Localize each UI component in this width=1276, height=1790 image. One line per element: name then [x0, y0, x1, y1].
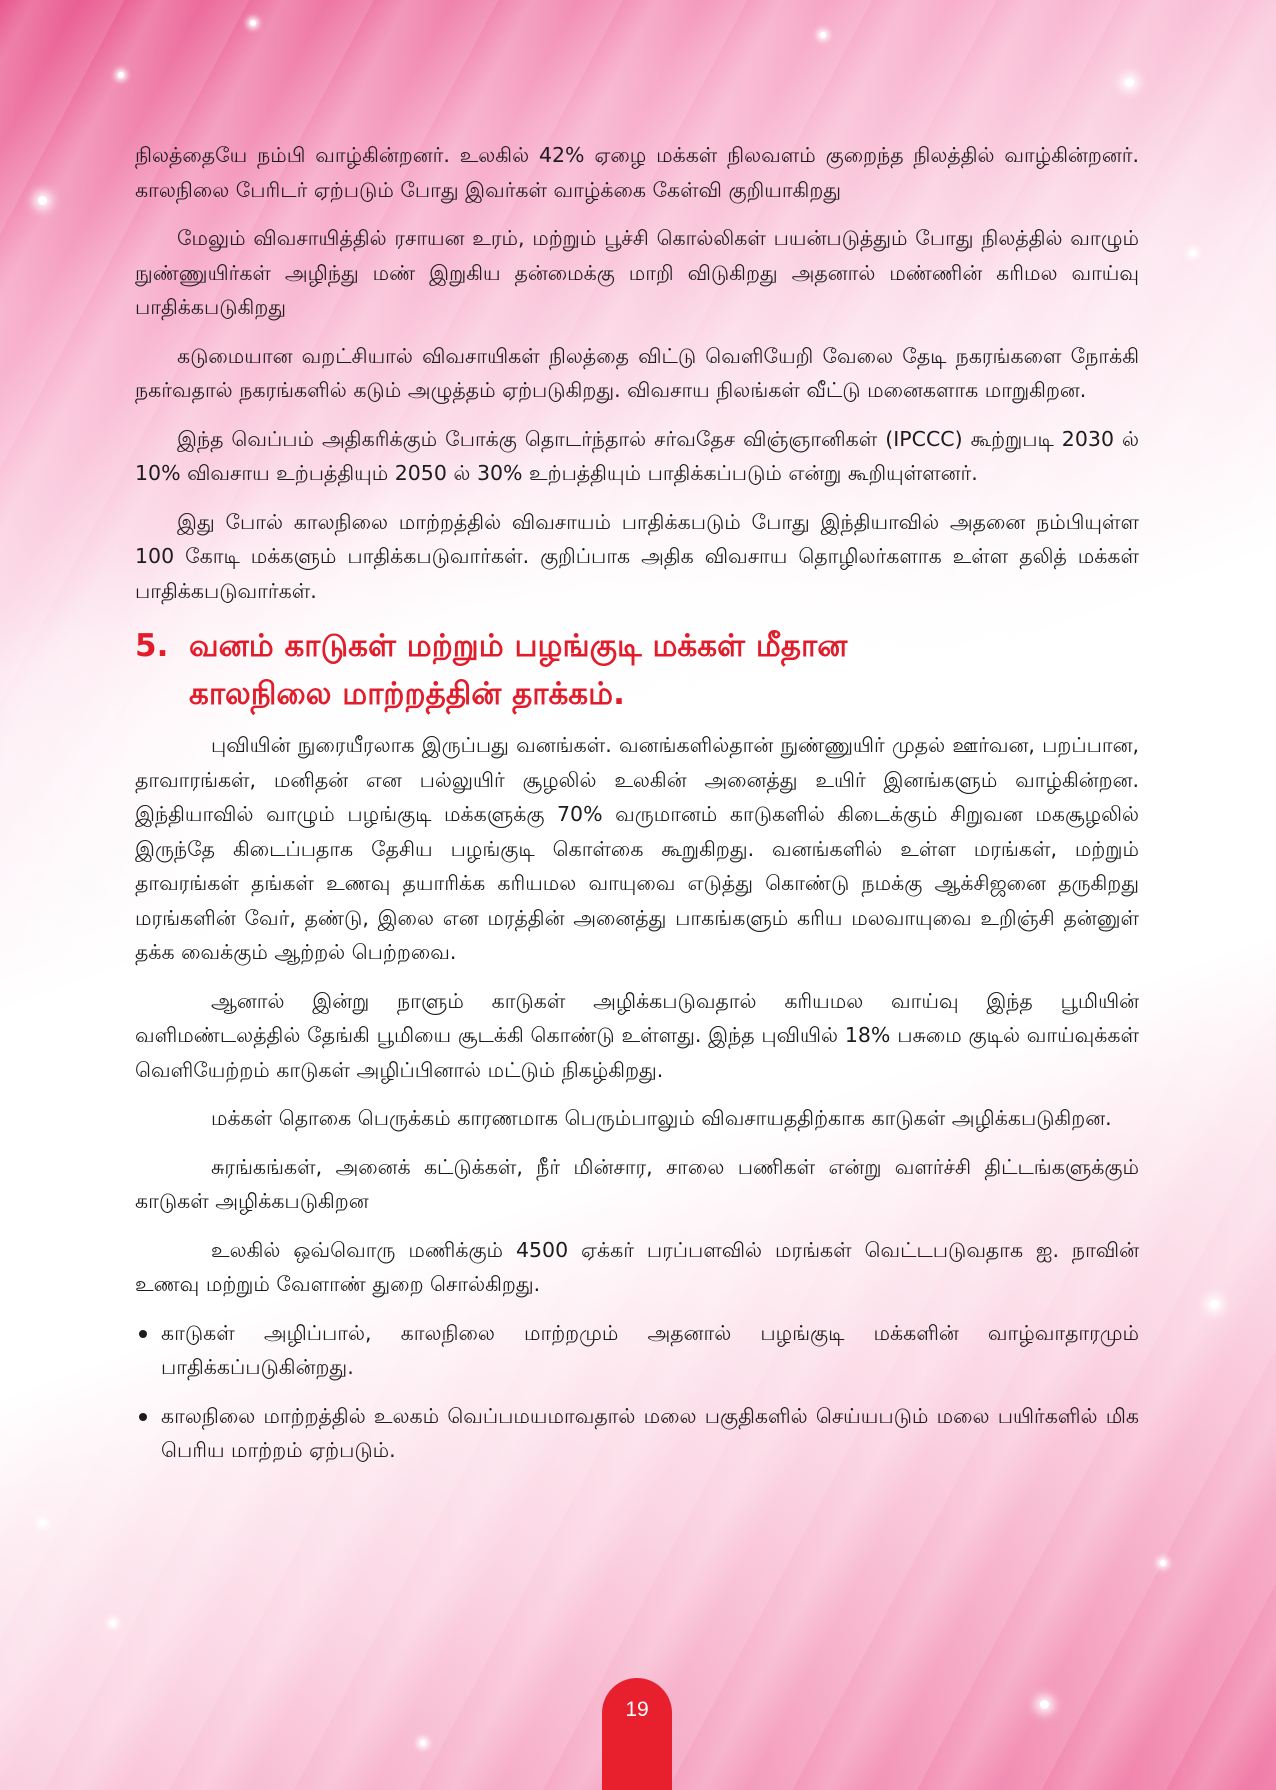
bullet-dot-icon	[139, 1330, 147, 1338]
section-title-line-1: வனம் காடுகள் மற்றும் பழங்குடி மக்கள் மீதான	[189, 628, 848, 664]
page-number-tab	[602, 1678, 672, 1790]
paragraph: நிலத்தையே நம்பி வாழ்கின்றனர். உலகில் 42% ஏழை மக்கள் நிலவளம் குறைந்த நிலத்தில் வாழ்கின்றனர். காலநிலை பேரிடர் ஏற்படும் போது இவர்கள் வாழ்க்கை கேள்வி குறியாகிறது	[135, 143, 1139, 202]
bullet-list	[135, 1316, 1139, 1468]
paragraph: ஆனால் இன்று நாளும் காடுகள் அழிக்கபடுவதால் கரியமல வாய்வு இந்த பூமியின் வளிமண்டலத்தில் தேங்கி பூமியை சூடக்கி கொண்டு உள்ளது. இந்த புவியில் 18% பசுமை குடில் வாய்வுக்கள் வெளியேற்றம் காடுகள் அழிப்பினால் மட்டும் நிகழ்கிறது.	[135, 988, 1139, 1082]
paragraph: மக்கள் தொகை பெருக்கம் காரணமாக பெரும்பாலும் விவசாயததிற்காக காடுகள் அழிக்கபடுகிறன.	[211, 1106, 1112, 1130]
sparkle	[118, 72, 124, 78]
sparkle	[38, 196, 47, 205]
paragraph: கடுமையான வறட்சியால் விவசாயிகள் நிலத்தை விட்டு வெளியேறி வேலை தேடி நகரங்களை நோக்கி நகர்வதால் நகரங்களில் கடும் அழுத்தம் ஏற்படுகிறது. விவசாய நிலங்கள் வீட்டு மனைகளாக மாறுகிறன.	[135, 343, 1139, 402]
section-number: 5.	[135, 628, 169, 664]
sparkle	[420, 1740, 426, 1746]
sparkle	[1160, 1560, 1166, 1566]
paragraph: சுரங்கங்கள், அனைக் கட்டுக்கள், நீர் மின்சார, சாலை பணிகள் என்று வளர்ச்சி திட்டங்களுக்கும் காடுகள் அழிக்கபடுகிறன	[135, 1154, 1139, 1213]
paragraph: இந்த வெப்பம் அதிகரிக்கும் போக்கு தொடர்ந்தால் சர்வதேச விஞ்ஞானிகள் (IPCCC) கூற்றுபடி 2030 ல் 10% விவசாய உற்பத்தியும் 2050 ல் 30% உற்பத்தியும் பாதிக்கப்படும் என்று கூறியுள்ளனர்.	[135, 426, 1139, 485]
sparkle	[1125, 78, 1134, 87]
sparkle	[820, 32, 826, 38]
bullet-item	[135, 1399, 1139, 1468]
sparkle	[110, 1620, 116, 1626]
bullet-dot-icon	[139, 1413, 147, 1421]
section-title-line-2: காலநிலை மாற்றத்தின் தாக்கம்.	[189, 676, 625, 712]
bullet-item	[135, 1316, 1139, 1385]
paragraph: உலகில் ஒவ்வொரு மணிக்கும் 4500 ஏக்கர் பரப்பளவில் மரங்கள் வெட்டபடுவதாக ஐ. நாவின் உணவு மற்றும் வேளாண் துறை சொல்கிறது.	[135, 1237, 1139, 1296]
bullet-text: காடுகள் அழிப்பால், காலநிலை மாற்றமும் அதனால் பழங்குடி மக்களின் வாழ்வாதாரமும் பாதிக்கப்படுகின்றது.	[161, 1320, 1139, 1379]
sparkle	[40, 1520, 46, 1526]
sparkle	[1210, 1300, 1219, 1309]
sparkle	[1190, 250, 1196, 256]
section-heading	[135, 622, 1139, 718]
paragraph: இது போல் காலநிலை மாற்றத்தில் விவசாயம் பாதிக்கபடும் போது இந்தியாவில் அதனை நம்பியுள்ள 100 கோடி மக்களும் பாதிக்கபடுவார்கள். குறிப்பாக அதிக விவசாய தொழிலர்களாக உள்ள தலித் மக்கள் பாதிக்கபடுவார்கள்.	[135, 509, 1139, 603]
page-content	[135, 138, 1139, 1482]
section-title	[189, 622, 847, 718]
sparkle	[250, 20, 256, 26]
paragraph: புவியின் நுரையீரலாக இருப்பது வனங்கள். வனங்களில்தான் நுண்ணுயிர் முதல் ஊர்வன, பறப்பான, தாவாரங்கள், மனிதன் என பல்லுயிர் சூழலில் உலகின் அனைத்து உயிர் இனங்களும் வாழ்கின்றன. இந்தியாவில் வாழும் பழங்குடி மக்களுக்கு 70% வருமானம் காடுகளில் கிடைக்கும் சிறுவன மகசூழலில் இருந்தே கிடைப்பதாக தேசிய பழங்குடி கொள்கை கூறுகிறது. வனங்களில் உள்ள மரங்கள், மற்றும் தாவரங்கள் தங்கள் உணவு தயாரிக்க கரியமல வாயுவை எடுத்து கொண்டு நமக்கு ஆக்சிஜனை தருகிறது மரங்களின் வேர், தண்டு, இலை என மரத்தின் அனைத்து பாகங்களும் கரிய மலவாயுவை உறிஞ்சி தன்னுள் தக்க வைக்கும் ஆற்றல் பெற்றவை.	[135, 733, 1139, 964]
sparkle	[1180, 900, 1186, 906]
sparkle	[1230, 620, 1236, 626]
sparkle	[1040, 1700, 1049, 1709]
bullet-text: காலநிலை மாற்றத்தில் உலகம் வெப்பமயமாவதால் மலை பகுதிகளில் செய்யபடும் மலை பயிர்களில் மிக பெரிய மாற்றம் ஏற்படும்.	[161, 1403, 1139, 1462]
page-number: 19	[625, 1698, 649, 1721]
paragraph: மேலும் விவசாயித்தில் ரசாயன உரம், மற்றும் பூச்சி கொல்லிகள் பயன்படுத்தும் போது நிலத்தில் வாழும் நுண்ணுயிர்கள் அழிந்து மண் இறுகிய தன்மைக்கு மாறி விடுகிறது அதனால் மண்ணின் கரிமல வாய்வு பாதிக்கபடுகிறது	[135, 226, 1139, 319]
